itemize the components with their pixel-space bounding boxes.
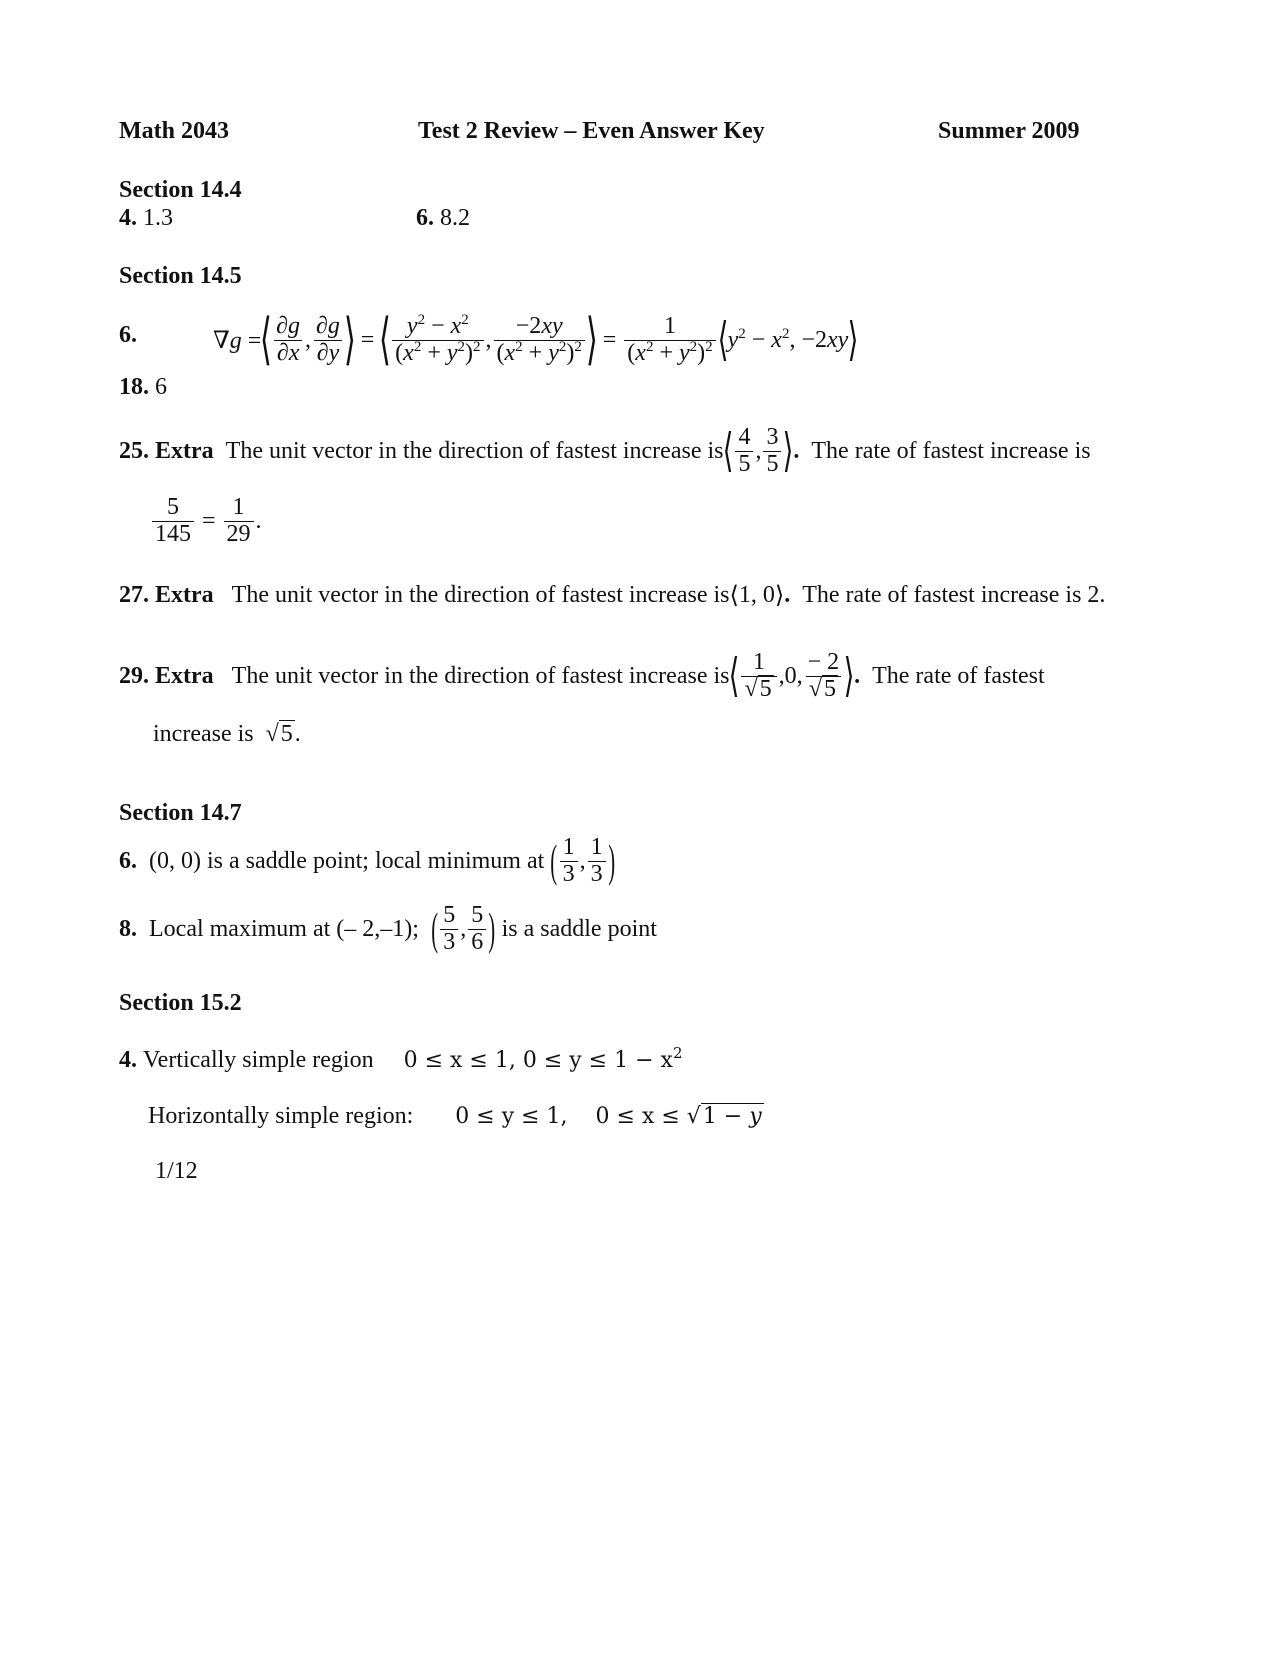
answer-text: The unit vector in the direction of fastest increase is [225,437,724,464]
answer-number: 4. [119,1046,137,1073]
answer-text: The unit vector in the direction of fastest increase is [231,662,730,689]
answer-number: 29. [119,662,149,689]
answer-value: 8.2 [440,205,470,231]
section-heading-14-4: Section 14.4 [119,177,242,203]
rate-value: increase is √5. [153,720,301,747]
answer-number: 6. [119,322,137,348]
rate-text: The rate of fastest increase is 2. [802,581,1106,608]
rate-text: The rate of fastest increase is [811,437,1091,464]
extra-label: Extra [155,437,214,464]
answer-text: The unit vector in the direction of fastest increase is [231,581,730,608]
answer-number: 4. [119,205,137,231]
answer-14-5-29: 29. Extra The unit vector in the direction of fastest increase is ⟨ $\frac{1}{√5}$ ,0, $\frac{- 2}{√5}$ ⟩ . The rate of fastest [119,649,1045,702]
saddle-text: is a saddle point [501,915,657,942]
answer-14-5-18 [119,374,167,401]
answer-number: 27. [119,581,149,608]
rate-text: The rate of fastest [872,662,1045,689]
answer-value: 1.3 [143,205,173,231]
answer-14-4-4 [119,205,173,232]
page-number: 1/12 [155,1158,198,1184]
region-range: 0 ≤ y ≤ 1, [455,1103,568,1129]
answer-14-4-6 [416,205,470,232]
rate-text-cont: increase is [153,720,254,747]
extra-label: Extra [155,581,214,608]
answer-value: 6 [155,374,167,400]
answer-text: is a saddle point; local minimum at [206,847,545,874]
section-heading-14-7: Section 14.7 [119,800,242,826]
answer-number: 25. [119,437,149,464]
point: (0, 0) [149,847,201,874]
region-label: Horizontally simple region: [148,1102,414,1129]
region-range: 0 ≤ x ≤ 1, 0 ≤ y ≤ 1 − x [403,1047,673,1073]
point: (– 2,–1); [336,915,419,942]
document-title: Test 2 Review – Even Answer Key [418,118,765,144]
answer-number: 6. [119,847,137,874]
term: Summer 2009 [938,118,1080,144]
answer-14-7-8: 8. Local maximum at (– 2,–1); ( $\frac{5}{3}$ , $\frac{5}{6}$ ) is a saddle point [119,902,657,955]
section-heading-14-5: Section 14.5 [119,263,242,289]
answer-15-2-4-horizontal: Horizontally simple region: 0 ≤ y ≤ 1, 0 ≤ x ≤ √1 − y [148,1102,762,1129]
region-range: 0 ≤ x ≤ [595,1103,680,1129]
answer-number: 8. [119,915,137,942]
answer-number: 18. [119,374,149,400]
answer-text: Local maximum at [149,915,331,942]
course-name: Math 2043 [119,118,229,144]
answer-14-5-25: 25. Extra The unit vector in the direction of fastest increase is ⟨ $\frac{4}{5}$ , $\frac{3}{5}$ ⟩ . The rate of fastest increase is [119,424,1091,477]
rate-value: $\frac{5}{145}$ = $\frac{1}{29}$ . [150,492,262,550]
section-heading-15-2: Section 15.2 [119,990,242,1016]
unit-vector: 1, 0 [738,581,775,608]
answer-14-5-27: 27. Extra The unit vector in the direction of fastest increase is ⟨ 1, 0 ⟩ . The rate of fastest increase is 2. [119,581,1106,609]
region-label: Vertically simple region [143,1046,374,1073]
extra-label: Extra [155,662,214,689]
answer-number: 6. [416,205,434,231]
answer-14-7-6: 6. (0, 0) is a saddle point; local minimum at ( $\frac{1}{3}$ , $\frac{1}{3}$ ) [119,834,615,887]
answer-15-2-4-vertical: 4. Vertically simple region 0 ≤ x ≤ 1, $0 \le y \le 1 - x^2$ [119,1043,683,1073]
gradient-formula: ∇g = ⟨ $\frac{\partial g}{\partial x}$ , $\frac{\partial g}{\partial y}$ ⟩ = ⟨ $\frac{y^2 - x^2}{(x^2 + y^2)^2}$ , $\frac{-2xy}{(x^2 + y^2)^2}$ ⟩ = $\frac{1}{(x^2 + y^2)^2}$ ⟨ $y^2 - x^2$, −2xy ⟩ [213,309,859,371]
